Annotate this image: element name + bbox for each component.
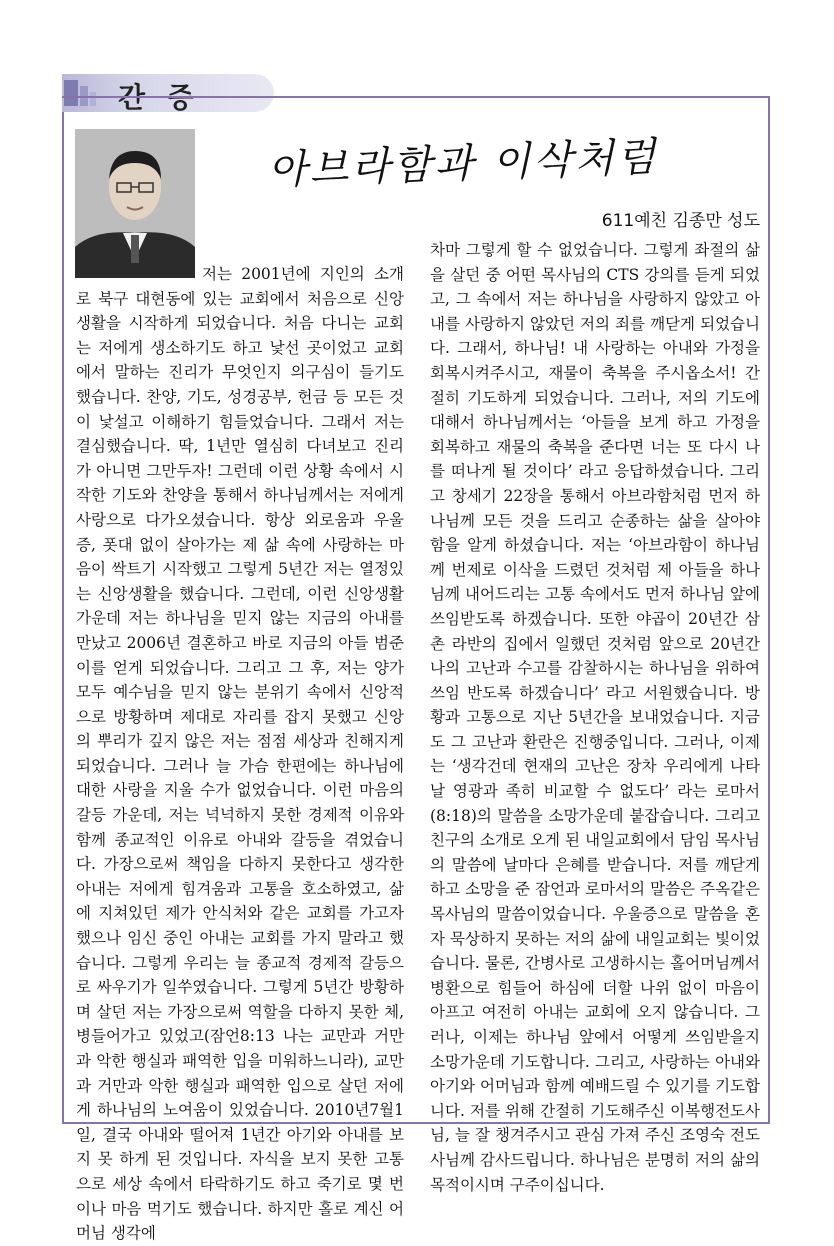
article-title: 아브라함과 이삭처럼 [267, 134, 660, 194]
author-photo [75, 129, 195, 278]
right-column-text: 차마 그렇게 할 수 없었습니다. 그렇게 좌절의 삶을 살던 중 어떤 목사님의 CTS 강의를 듣게 되었고, 그 속에서 저는 하나님을 사랑하지 않았고 아내를 사랑하지 않았던 저의 죄를 깨닫게 되었습니다. 그래서, 하나님! 내 사랑하는 아내와 가정을 회복시켜주시고, 재물이 축복을 주시옵소서! 간절히 기도하게 되었습니다. 그러나, 저의 기도에 대해서 하나님께서는 ‘아들을 보게 하고 가정을 회복하고 재물의 축복을 준다면 너는 또 다시 나를 떠나게 될 것이다’ 라고 응답하셨습니다. 그리고 창세기 22장을 통해서 아브라함처럼 먼저 하나님께 모든 것을 드리고 순종하는 삶을 살아야 함을 알게 하셨습니다. 저는 ‘아브라함이 하나님께 번제로 이삭을 드렸던 것처럼 제 아들을 하나님께 내어드리는 고통 속에서도 먼저 하나님 앞에 쓰임받도록 하겠습니다. 또한 야곱이 20년간 삼촌 라반의 집에서 일했던 것처럼 앞으로 20년간 나의 고난과 수고를 감찰하시는 하나님을 위하여 쓰임 반도록 하겠습니다’ 라고 서원했습니다. 방황과 고통으로 지난 5년간을 보내었습니다. 지금도 그 고난과 환란은 진행중입니다. 그러나, 이제는 ‘생각건데 현재의 고난은 장차 우리에게 나타날 영광과 족히 비교할 수 없도다’ 라는 로마서(8:18)의 말씀을 소망가운데 붙잡습니다. 그리고 친구의 소개로 오게 된 내일교회에서 담임 목사님의 말씀에 날마다 은혜를 받습니다. 저를 깨닫게 하고 소망을 준 잠언과 로마서의 말씀은 주옥같은 목사님의 말씀이었습니다. 우울증으로 말씀을 혼자 묵상하지 못하는 저의 삶에 내일교회는 빛이었습니다. 물론, 간병사로 고생하시는 홀어머님께서 병환으로 힘들어 하심에 더할 나위 없이 마음이 아프고 여전히 아내는 교회에 오지 않습니다. 그러나, 이제는 하나님 앞에서 어떻게 쓰임받을지 소망가운데 기도합니다. 그리고, 사랑하는 아내와 아기와 어머님과 함께 예배드릴 수 있기를 기도합니다. 저를 위해 간절히 기도해주신 이복행전도사님, 늘 잘 챙겨주시고 관심 가져 주신 조영숙 전도사님께 감사드립니다. 하나님은 분명히 저의 삶의 목적이시며 구주이십니다. [430, 241, 760, 1194]
article-author: 611예친 김종만 성도 [601, 211, 760, 231]
article-body-left-column [76, 262, 404, 1246]
article-frame-left-edge [62, 112, 64, 1124]
section-title: 간 증 [118, 81, 200, 114]
left-column-text: 저는 2001년에 지인의 소개로 북구 대현동에 있는 교회에서 처음으로 신앙생활을 시작하게 되었습니다. 처음 다니는 교회는 저에게 생소하기도 하고 낯선 곳이었고 교회에서 말하는 진리가 무엇인지 의구심이 들기도 했습니다. 찬양, 기도, 성경공부, 헌금 등 모든 것이 낯설고 이해하기 힘들었습니다. 그래서 저는 결심했습니다. 딱, 1년만 열심히 다녀보고 진리가 아니면 그만두자! 그런데 이런 상황 속에서 시작한 기도와 찬양을 통해서 하나님께서는 저에게 사랑으로 다가오셨습니다. 항상 외로움과 우울증, 폿대 없이 살아가는 제 삶 속에 사랑하는 마음이 싹트기 시작했고 그렇게 5년간 저는 열정있는 신앙생활을 했습니다. 그런데, 이런 신앙생활 가운데 저는 하나님을 믿지 않는 지금의 아내를 만났고 2006년 결혼하고 바로 지금의 아들 범준이를 얻게 되었습니다. 그리고 그 후, 저는 양가 모두 예수님을 믿지 않는 분위기 속에서 신앙적으로 방황하며 제대로 자리를 잡지 못했고 신앙의 뿌리가 깊지 않은 저는 점점 세상과 친해지게 되었습니다. 그러나 늘 가슴 한편에는 하나님에 대한 사랑을 지울 수가 없었습니다. 이런 마음의 갈등 가운데, 저는 넉넉하지 못한 경제적 이유와 함께 종교적인 이유로 아내와 갈등을 겪었습니다. 가장으로써 책임을 다하지 못한다고 생각한 아내는 저에게 힘겨움과 고통을 호소하였고, 삶에 지쳐있던 제가 안식처와 같은 교회를 가고자 했으나 임신 중인 아내는 교회를 가지 말라고 했습니다. 그렇게 우리는 늘 종교적 경제적 갈등으로 싸우기가 일쑤였습니다. 그렇게 5년간 방황하며 살던 저는 가장으로써 역할을 다하지 못한 체, 병들어가고 있었고(잠언8:13 나는 교만과 거만과 악한 행실과 패역한 입을 미워하느니라), 교만과 거만과 악한 행실과 패역한 입으로 살던 저에게 하나님의 노여움이 있었습니다. 2010년7월1일, 결국 아내와 떨어져 1년간 아기와 아내를 보지 못 하게 된 것입니다. 자식을 보지 못한 고통으로 세상 속에서 타락하기도 하고 죽기로 몇 번이나 마음 먹기도 했습니다. 하지만 홀로 계신 어머님 생각에 [76, 265, 404, 1243]
photo-wrap-spacer [76, 262, 202, 282]
article-body-right-column [430, 238, 760, 1197]
